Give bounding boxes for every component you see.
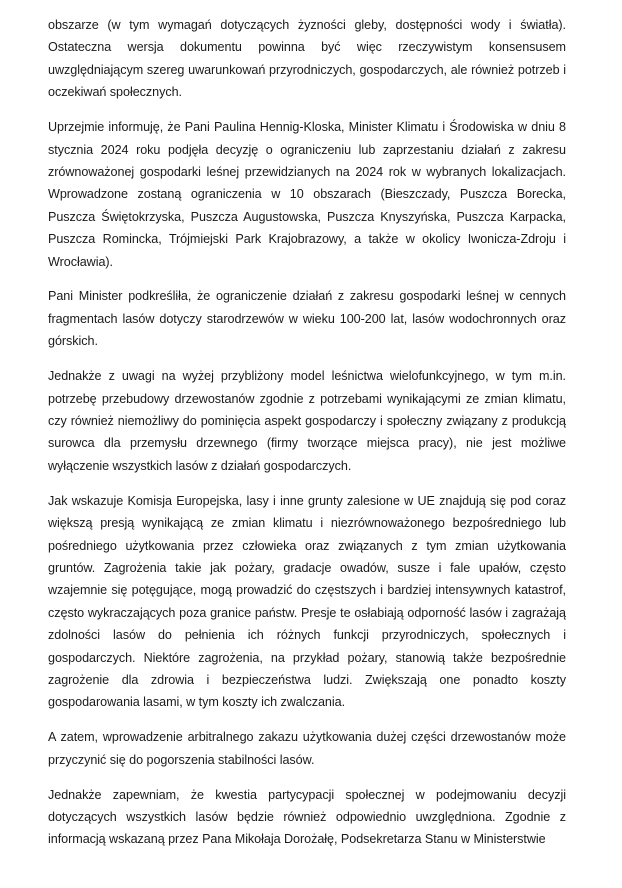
paragraph-habitat-requirements: obszarze (w tym wymagań dotyczących żyzności gleby, dostępności wody i światła). Ostateczna wersja dokumentu powinna być więc rzeczywistym konsensusem uwzględniającym szereg uwarunkowań przyrodniczych, gospodarczych, ale również potrzeb i oczekiwań społecznych.	[48, 18, 566, 100]
paragraph-stability-conclusion: A zatem, wprowadzenie arbitralnego zakazu użytkowania dużej części drzewostanów może przyczynić się do pogorszenia stabilności lasów.	[48, 730, 566, 767]
paragraph-european-commission: Jak wskazuje Komisja Europejska, lasy i inne grunty zalesione w UE znajdują się pod coraz większą presją wynikającą ze zmian klimatu i niezrównoważonego bezpośredniego lub pośredniego użytkowania przez człowieka oraz związanych z tym zmian użytkowania gruntów. Zagrożenia takie jak pożary, gradacje owadów, susze i fale upałów, często wzajemnie się potęgujące, mogą prowadzić do częstszych i bardziej intensywnych katastrof, często wykraczających poza granice państw. Presje te osłabiają odporność lasów i zagrażają zdolności lasów do pełnienia ich różnych funkcji przyrodniczych, społecznych i gospodarczych. Niektóre zagrożenia, na przykład pożary, stanowią także bezpośrednie zagrożenie dla zdrowia i bezpieczeństwa ludzi. Zwiększają one ponadto koszty gospodarowania lasami, w tym koszty ich zwalczania.	[48, 493, 566, 710]
paragraph-minister-decision: Uprzejmie informuję, że Pani Paulina Hennig-Kloska, Minister Klimatu i Środowiska w dniu 8 stycznia 2024 roku podjęła decyzję o ograniczeniu lub zaprzestaniu działań z zakresu zrównoważonej gospodarki leśnej przewidzianych na 2024 rok w wybranych lokalizacjach. Wprowadzone zostaną ograniczenia w 10 obszarach (Bieszczady, Puszcza Borecka, Puszcza Świętokrzyska, Puszcza Augustowska, Puszcza Knyszyńska, Puszcza Karpacka, Puszcza Romincka, Trójmiejski Park Krajobrazowy, a także w okolicy Iwonicza-Zdroju i Wrocławia).	[48, 120, 566, 269]
paragraph-public-participation: Jednakże zapewniam, że kwestia partycypacji społecznej w podejmowaniu decyzji dotyczących wszystkich lasów będzie również odpowiednio uwzględniona. Zgodnie z informacją wskazaną przez Pana Mikołaja Dorożałę, Podsekretarza Stanu w Ministerstwie	[48, 787, 566, 847]
paragraph-multifunctional-forestry: Jednakże z uwagi na wyżej przybliżony model leśnictwa wielofunkcyjnego, w tym m.in. potrzebę przebudowy drzewostanów zgodnie z potrzebami wynikającymi ze zmian klimatu, czy również niemożliwy do pominięcia aspekt gospodarczy i społeczny związany z produkcją surowca dla przemysłu drzewnego (firmy tworzące miejsca pracy), nie jest możliwe wyłączenie wszystkich lasów z działań gospodarczych.	[48, 369, 566, 473]
document-body	[48, 14, 566, 863]
paragraph-old-growth-limits: Pani Minister podkreśliła, że ograniczenie działań z zakresu gospodarki leśnej w cennych fragmentach lasów dotyczy starodrzewów w wieku 100-200 lat, lasów wodochronnych oraz górskich.	[48, 289, 566, 349]
